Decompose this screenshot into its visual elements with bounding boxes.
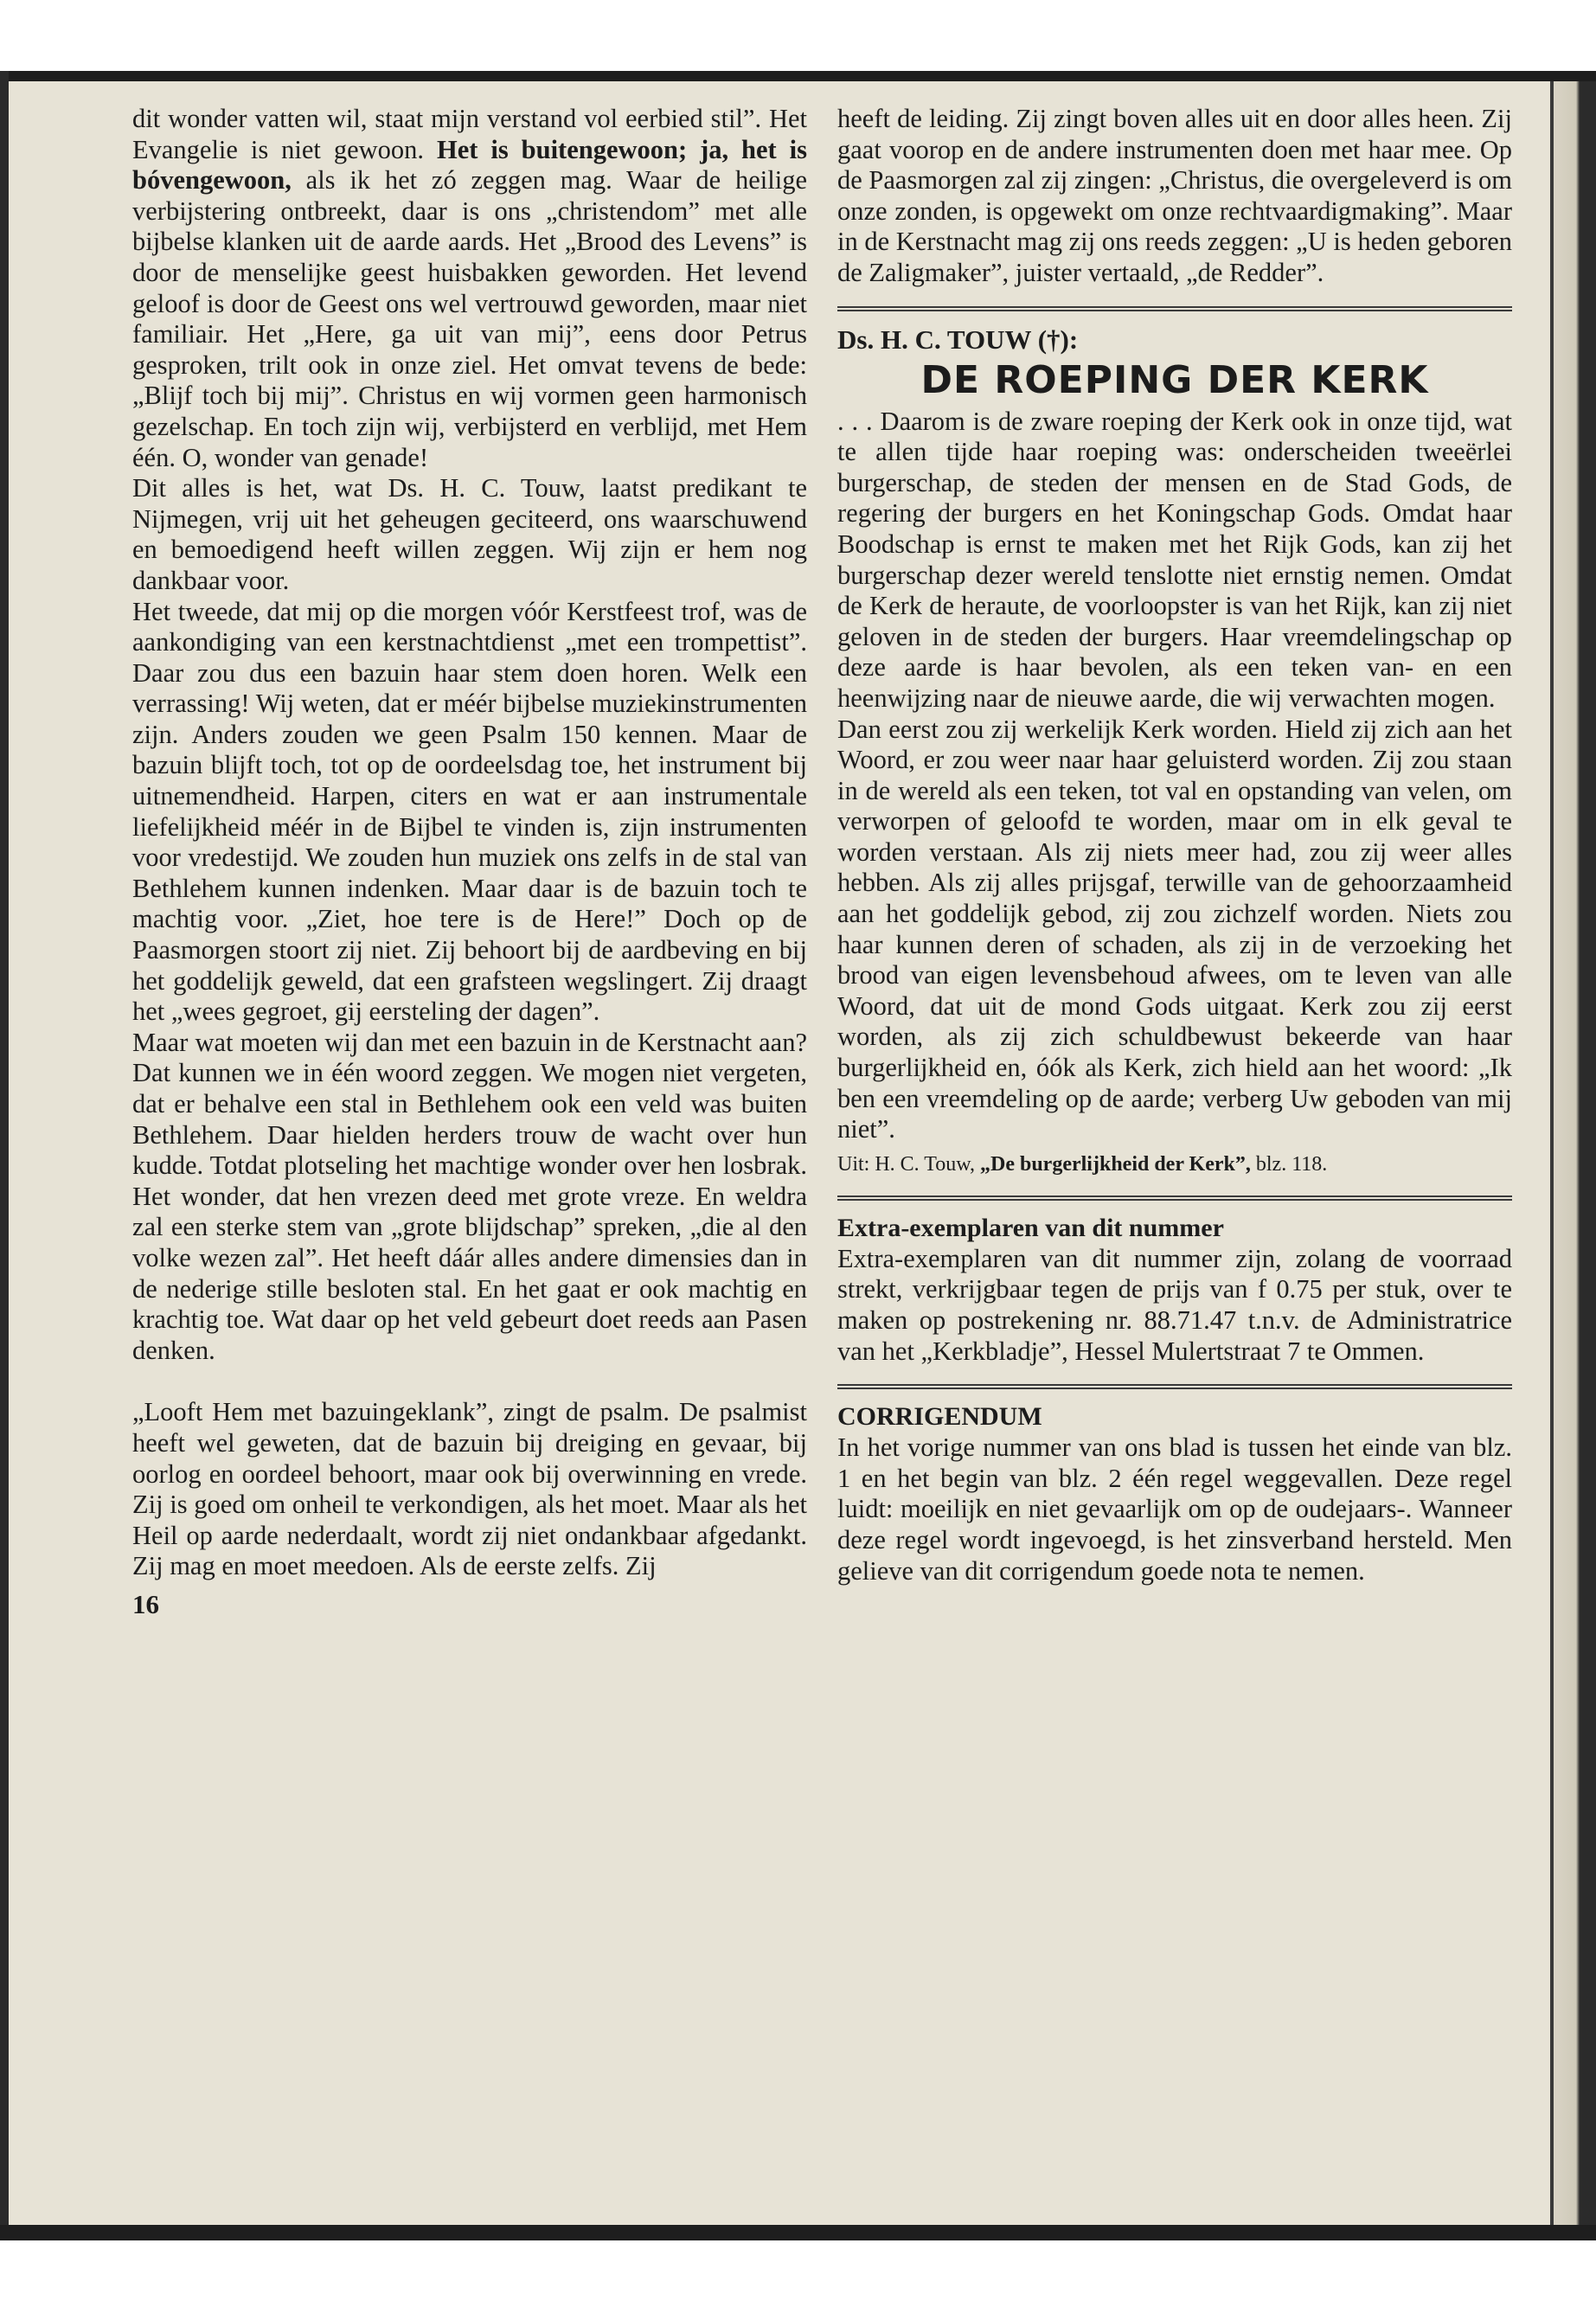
emphasis-buitengewoon: Het is buitengewoon; ja, het is bóvengewoon, [132,134,807,195]
paragraph-wonder [132,104,807,473]
corrigendum-text: In het vorige nummer van ons blad is tussen het einde van blz. 1 en het begin van blz. 2 één regel weggevallen. Deze regel luidt: moeilijk en niet gevaarlijk om op de oudejaars-. Wanneer deze regel wordt ingevoegd, is het zinsverband hersteld. Men gelieve van dit corrigendum goede nota te nemen. [837,1433,1512,1586]
corrigendum-title: CORRIGENDUM [837,1402,1042,1432]
article-source [837,1150,1512,1178]
section-divider-rule [837,1384,1512,1389]
source-suffix: blz. 118. [1255,1152,1328,1176]
paragraph-wonder-body: als ik het zó zeggen mag. Waar de heilige verbijstering ontbreekt, daar is ons „christendom” met alle bijbelse klanken uit de aarde aards. Het „Brood des Levens” is door de menselijke geest huisbakken geworden. Het levend geloof is door de Geest ons wel vertrouwd geworden, maar niet familiair. Het „Here, ga uit van mij”, eens door Petrus gesproken, trilt ook in onze ziel. Het omvat tevens de bede: „Blijf toch bij mij”. Christus en wij vormen geen harmonisch gezelschap. En toch zijn wij, verbijsterd en verblijd, met Hem één. O, wonder van genade! [132,165,807,472]
paragraph-roeping: . . . Daarom is de zware roeping der Kerk ook in onze tijd, wat te allen tijde haar roeping was: onderscheiden tweeërlei burgerschap, de steden der mensen en de Stad Gods, de regering der burgers en het Koningschap Gods. Omdat haar Boodschap is ernst te maken met het Rijk Gods, kan zij het burgerschap dezer wereld tenslotte niet ernstig nemen. Omdat de Kerk de heraute, de voorloopster is van het Rijk, kan zij niet geloven in de steden der burgers. Haar vreemdelingschap op deze aarde is haar bevolen, als een teken van- en een heenwijzing naar de nieuwe aarde, die wij verwachten mogen. [837,406,1512,713]
paragraph-looft-hem: „Looft Hem met bazuingeklank”, zingt de psalm. De psalmist heeft wel geweten, dat de bazuin bij dreiging en gevaar, bij oorlog en oordeel behoort, maar ook bij overwinning en vrede. Zij is goed om onheil te verkondigen, als het moet. Maar als het Heil op aarde nederdaalt, wordt zij niet ondankbaar afgedankt. Zij mag en moet meedoen. Als de eerste zelfs. Zij [132,1397,807,1581]
page-number: 16 [132,1588,159,1619]
paragraph-werkelijk-kerk: Dan eerst zou zij werkelijk Kerk worden. Hield zij zich aan het Woord, er zou weer naar haar geluisterd worden. Zij zou staan in de wereld als een teken, tot val en opstanding van velen, om verworpen of geloofd te worden, maar om in elk geval te worden verstaan. Als zij niets meer had, zou zij weer alles hebben. Als zij alles prijsgaf, terwille van de gehoorzaamheid aan het goddelijk gebod, zij zou zichzelf worden. Niets zou haar kunnen deren of schaden, als zij in de verzoeking het brood van eigen levensbehoud afwees, om te leven van alle Woord, dat uit de mond Gods uitgaat. Kerk zou zij eerst worden, als zij zich schuldbewust bekeerde van haar burgerlijkheid en, óók als Kerk, zich hield aan het woord: „Ik ben een vreemdeling op de aarde; verberg Uw geboden van mij niet”. [837,714,1512,1144]
paragraph-kerstnacht-bazuin: Maar wat moeten wij dan met een bazuin in de Kerstnacht aan? Dat kunnen we in één woord zeggen. We mogen niet vergeten, dat er behalve een stal in Bethlehem ook een veld was buiten Bethlehem. Daar hielden herders trouw de wacht over hun kudde. Totdat plotseling het machtige wonder over hen losbrak. Het wonder, dat hen vrezen deed met grote vreze. En weldra zal een sterke stem van „grote blijdschap” spreken, „die al den volke wezen zal”. Het heeft dáár alles andere dimensies dan in de nederige stille besloten stal. En het gaat er ook machtig en krachtig toe. Wat daar op het veld gebeurt doet reeds aan Pasen denken. [132,1027,807,1365]
paragraph-gap [132,1366,807,1397]
extra-copies-text: Extra-exemplaren van dit nummer zijn, zolang de voorraad strekt, verkrijgbaar tegen de prijs van f 0.75 per stuk, over te maken op postrekening nr. 88.71.47 t.n.v. de Administratrice van het „Kerkbladje”, Hessel Mulertstraat 7 te Ommen. [837,1243,1512,1366]
book-binding-edge [1550,81,1596,2225]
left-column [132,104,807,1620]
source-prefix: Uit: H. C. Touw, [837,1152,975,1176]
paragraph-touw-citation: Dit alles is het, wat Ds. H. C. Touw, laatst predikant te Nijmegen, vrij uit het geheugen geciteerd, ons waarschuwend en bemoedigend heeft willen zeggen. Wij zijn er hem nog dankbaar voor. [132,473,807,595]
paragraph-wonder-intro: dit wonder vatten wil, staat mijn verstand vol eerbied stil”. Het Evangelie is niet gewoon. [132,104,807,164]
scan-bottom-border [0,2225,1596,2240]
section-divider-rule [837,306,1512,311]
extra-copies-title: Extra-exemplaren van dit nummer [837,1213,1224,1242]
paragraph-leiding: heeft de leiding. Zij zingt boven alles uit en door alles heen. Zij gaat voorop en de andere instrumenten doen met haar mee. Op de Paasmorgen zal zij zingen: „Christus, die overgeleverd is om onze zonden, is opgewekt om onze rechtvaardigmaking”. Maar in de Kerstnacht mag zij ons reeds zeggen: „U is heden geboren de Zaligmaker”, juister vertaald, „de Redder”. [837,104,1513,287]
scan-left-edge [0,71,9,2234]
paragraph-trompettist: Het tweede, dat mij op die morgen vóór Kerstfeest trof, was de aankondiging van een kerstnachtdienst „met een trompettist”. Daar zou dus een bazuin haar stem doen horen. Welk een verrassing! Wij weten, dat er méér bijbelse muziekinstrumenten zijn. Anders zouden we geen Psalm 150 kennen. Maar de bazuin blijft toch, tot op de oordeelsdag toe, het instrument bij uitnemendheid. Harpen, citers en wat er aan instrumentale liefelijkheid méér in de Bijbel te vinden is, zijn instrumenten voor vredestijd. We zouden hun muziek ons zelfs in de stal van Bethlehem kunnen indenken. Maar daar is de bazuin toch te machtig voor. „Ziet, hoe tere is de Here!” Doch op de Paasmorgen stoort zij niet. Zij behoort bij de aardbeving en bij het goddelijk geweld, dat een grafsteen wegslingert. Zij draagt het „wees gegroet, gij eersteling der dagen”. [132,596,807,1027]
source-title: „De burgerlijkheid der Kerk”, [980,1152,1251,1176]
article-byline: Ds. H. C. TOUW (†): [837,324,1079,355]
section-divider-rule [837,1195,1512,1201]
article-headline: DE ROEPING DER KERK [920,357,1429,402]
right-column [837,104,1512,1586]
scan-top-border [0,71,1596,81]
